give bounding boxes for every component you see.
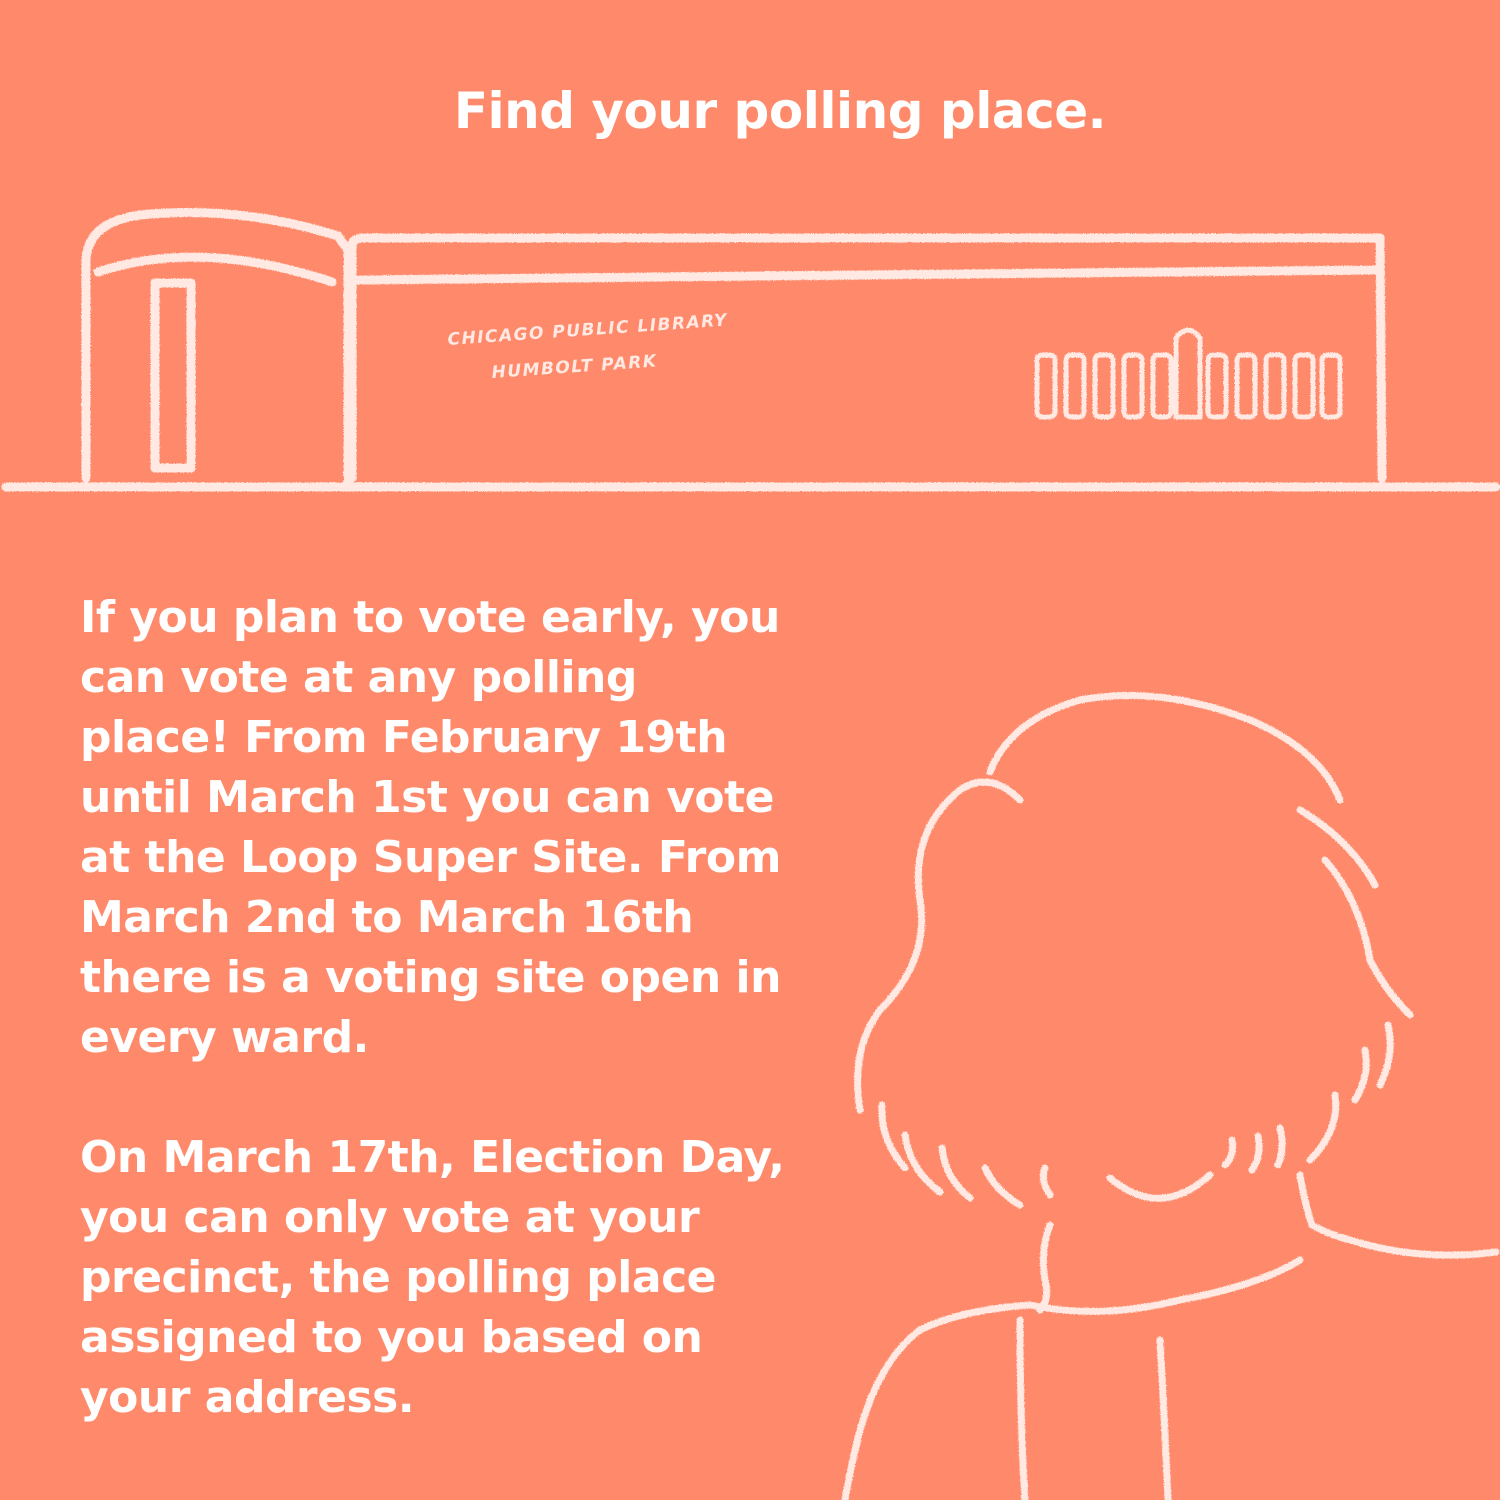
election-day-paragraph: On March 17th, Election Day, you can only vote at your precinct, the polling place assigned to you based on your address. — [80, 1132, 785, 1423]
page-title: Find your polling place. — [453, 82, 1107, 140]
early-voting-paragraph: If you plan to vote early, you can vote at any polling place! From February 19th until March 1st you can vote at the Loop Super Site. From March 2nd to March 16th there is a voting site open in every ward. — [80, 592, 781, 1063]
library-sign-line1: CHICAGO PUBLIC LIBRARY — [446, 310, 729, 350]
library-building-illustration — [6, 213, 1496, 487]
polling-info-text — [80, 588, 800, 1428]
library-sign-line2: HUMBOLT PARK — [490, 351, 659, 383]
person-back-of-head-illustration — [845, 696, 1496, 1500]
